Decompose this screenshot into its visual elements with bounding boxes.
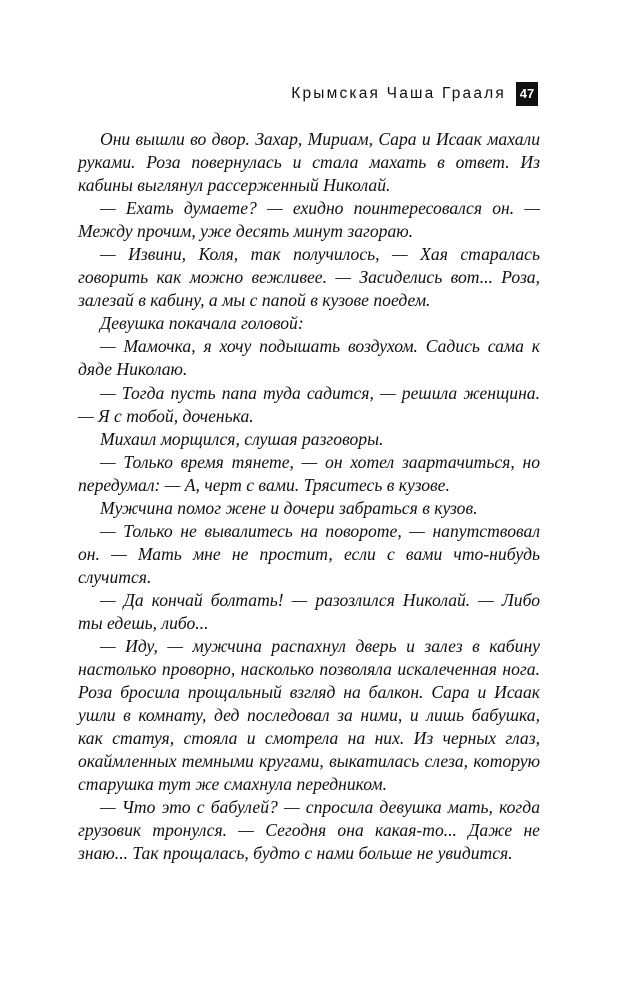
paragraph: Мужчина помог жене и дочери забраться в кузов. xyxy=(100,497,478,518)
paragraph: — Мамочка, я хочу подышать воздухом. Садись сама к дяде Николаю. xyxy=(78,336,540,380)
page-header xyxy=(291,82,538,106)
page-number: 47 xyxy=(516,82,538,106)
paragraph: — Только время тянете, — он хотел заартачиться, но передумал: — А, черт с вами. Тряситесь в кузове. xyxy=(78,451,540,495)
text-body xyxy=(78,128,540,866)
paragraph: — Извини, Коля, так получилось, — Хая старалась говорить как можно вежливее. — Засиделись вот... Роза, залезай в кабину, а мы с папой в кузове поедем. xyxy=(78,244,540,311)
running-title: Крымская Чаша Грааля xyxy=(291,85,506,102)
paragraph: Они вышли во двор. Захар, Мириам, Сара и Исаак махали руками. Роза повернулась и стала махать в ответ. Из кабины выглянул рассерженный Николай. xyxy=(78,129,540,196)
paragraph: — Тогда пусть папа туда садится, — решила женщина. — Я с тобой, доченька. xyxy=(78,382,540,426)
paragraph: Михаил морщился, слушая разговоры. xyxy=(100,428,384,449)
paragraph: — Да кончай болтать! — разозлился Николай. — Либо ты едешь, либо... xyxy=(78,589,540,633)
paragraph: — Ехать думаете? — ехидно поинтересовался он. — Между прочим, уже десять минут загораю. xyxy=(78,198,540,242)
paragraph: Девушка покачала головой: xyxy=(100,313,304,334)
paragraph: — Только не вывалитесь на повороте, — напутствовал он. — Мать мне не простит, если с вами что-нибудь случится. xyxy=(78,520,540,587)
paragraph: — Иду, — мужчина распахнул дверь и залез в кабину настолько проворно, насколько позволяла искалеченная нога. Роза бросила прощальный взгляд на балкон. Сара и Исаак ушли в комнату, дед последовал за ними, и лишь бабушка, как статуя, стояла и смотрела на них. Из черных глаз, окаймленных темными кругами, выкатилась слеза, которую старушка тут же смахнула передником. xyxy=(78,636,540,795)
paragraph: — Что это с бабулей? — спросила девушка мать, когда грузовик тронулся. — Сегодня она какая-то... Даже не знаю... Так прощалась, будто с нами больше не увидится. xyxy=(78,797,540,864)
